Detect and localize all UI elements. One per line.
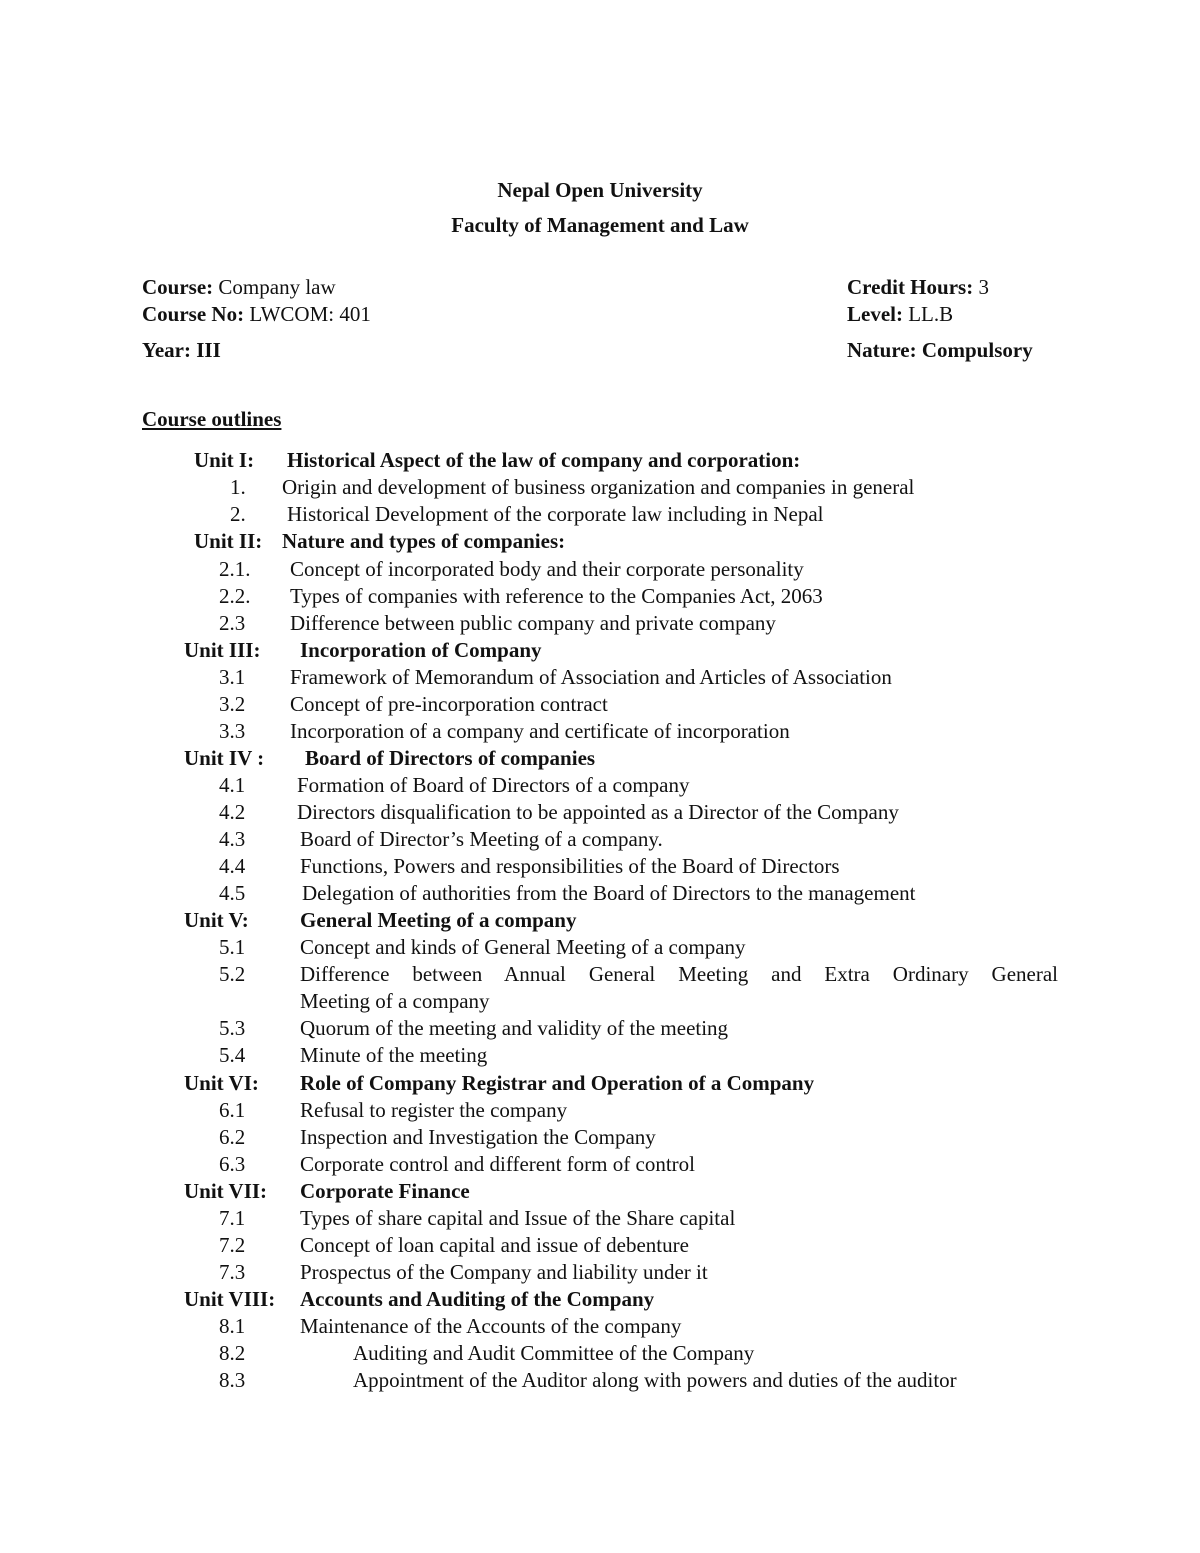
unit-title: Role of Company Registrar and Operation of a Company — [300, 1071, 815, 1095]
item-text: Directors disqualification to be appointed as a Director of the Company — [297, 800, 899, 824]
nature-value: Compulsory — [921, 338, 1033, 362]
item-number: 5.4 — [219, 1043, 246, 1067]
unit-title: Historical Aspect of the law of company and corporation: — [287, 448, 801, 472]
unit-label: Unit VII: — [184, 1179, 268, 1203]
item-number: 8.1 — [219, 1314, 246, 1338]
unit-title: Accounts and Auditing of the Company — [300, 1287, 655, 1311]
year-field — [142, 337, 221, 364]
unit-label: Unit IV : — [184, 746, 265, 770]
faculty-name: Faculty of Management and Law — [451, 213, 749, 237]
unit-label: Unit VI: — [184, 1071, 259, 1095]
item-number: 4.5 — [219, 881, 246, 905]
item-text: Minute of the meeting — [300, 1043, 488, 1067]
item-text: Incorporation of a company and certificate of incorporation — [290, 719, 790, 743]
year-label: Year: — [142, 338, 191, 362]
item-number: 4.1 — [219, 773, 246, 797]
item-text: Framework of Memorandum of Association and Articles of Association — [290, 665, 892, 689]
item-text: Maintenance of the Accounts of the company — [300, 1314, 682, 1338]
item-text: Quorum of the meeting and validity of the meeting — [300, 1016, 729, 1040]
unit-label: Unit V: — [184, 908, 249, 932]
unit-title: General Meeting of a company — [300, 908, 577, 932]
item-text: Concept and kinds of General Meeting of a company — [300, 935, 746, 959]
item-number: 3.3 — [219, 719, 246, 743]
item-text: Formation of Board of Directors of a company — [297, 773, 690, 797]
item-text: Origin and development of business organization and companies in general — [282, 475, 915, 499]
unit-label: Unit II: — [194, 529, 263, 553]
year-value: III — [196, 338, 221, 362]
item-number: 2.3 — [219, 611, 246, 635]
level-field — [847, 301, 953, 328]
unit-label: Unit VIII: — [184, 1287, 276, 1311]
item-text: Refusal to register the company — [300, 1098, 568, 1122]
course-no-field — [142, 301, 371, 328]
item-number: 5.1 — [219, 935, 246, 959]
nature-label: Nature: — [847, 338, 917, 362]
item-text: Board of Director’s Meeting of a company. — [300, 827, 663, 851]
unit-title: Nature and types of companies: — [282, 529, 566, 553]
credit-hours-label: Credit Hours: — [847, 275, 974, 299]
university-name: Nepal Open University — [497, 178, 703, 202]
unit-label: Unit III: — [184, 638, 261, 662]
credit-hours-field — [847, 274, 989, 301]
item-number: 1. — [230, 475, 246, 499]
item-number: 8.2 — [219, 1341, 246, 1365]
item-text: Appointment of the Auditor along with powers and duties of the auditor — [353, 1368, 957, 1392]
item-number: 6.1 — [219, 1098, 246, 1122]
item-number: 5.2 — [219, 962, 246, 986]
unit-title: Corporate Finance — [300, 1179, 470, 1203]
unit-label: Unit I: — [194, 448, 255, 472]
nature-field — [847, 337, 1033, 364]
item-text: Inspection and Investigation the Company — [300, 1125, 656, 1149]
item-text: Difference between Annual General Meeting and Extra Ordinary General — [300, 962, 1058, 986]
item-text: Types of companies with reference to the Companies Act, 2063 — [290, 584, 823, 608]
item-number: 6.3 — [219, 1152, 246, 1176]
item-number: 2.1. — [219, 557, 251, 581]
course-field — [142, 274, 336, 301]
item-number: 3.2 — [219, 692, 246, 716]
item-number: 4.2 — [219, 800, 246, 824]
unit-title: Board of Directors of companies — [305, 746, 596, 770]
item-text: Prospectus of the Company and liability under it — [300, 1260, 708, 1284]
item-number: 7.3 — [219, 1260, 246, 1284]
course-outline-heading: Course outlines — [142, 407, 282, 431]
item-number: 7.2 — [219, 1233, 246, 1257]
item-text: Concept of pre-incorporation contract — [290, 692, 608, 716]
item-number: 4.4 — [219, 854, 246, 878]
item-text: Concept of incorporated body and their corporate personality — [290, 557, 804, 581]
level-value: LL.B — [908, 302, 954, 326]
item-text: Auditing and Audit Committee of the Company — [353, 1341, 755, 1365]
credit-hours-value: 3 — [978, 275, 989, 299]
item-text: Concept of loan capital and issue of debenture — [300, 1233, 689, 1257]
item-text: Difference between public company and private company — [290, 611, 776, 635]
item-text: Historical Development of the corporate law including in Nepal — [287, 502, 824, 526]
item-text: Delegation of authorities from the Board of Directors to the management — [302, 881, 916, 905]
item-text-continuation: Meeting of a company — [300, 989, 490, 1013]
item-text: Functions, Powers and responsibilities of the Board of Directors — [300, 854, 840, 878]
item-number: 6.2 — [219, 1125, 246, 1149]
item-number: 4.3 — [219, 827, 246, 851]
item-text: Types of share capital and Issue of the Share capital — [300, 1206, 736, 1230]
level-label: Level: — [847, 302, 903, 326]
item-text: Corporate control and different form of control — [300, 1152, 695, 1176]
item-number: 5.3 — [219, 1016, 246, 1040]
unit-title: Incorporation of Company — [300, 638, 542, 662]
course-label: Course: — [142, 275, 214, 299]
item-number: 2. — [230, 502, 246, 526]
item-number: 7.1 — [219, 1206, 246, 1230]
item-number: 8.3 — [219, 1368, 246, 1392]
item-number: 3.1 — [219, 665, 246, 689]
item-number: 2.2. — [219, 584, 251, 608]
course-no-label: Course No: — [142, 302, 245, 326]
course-value: Company law — [218, 275, 336, 299]
course-no-value: LWCOM: 401 — [249, 302, 371, 326]
